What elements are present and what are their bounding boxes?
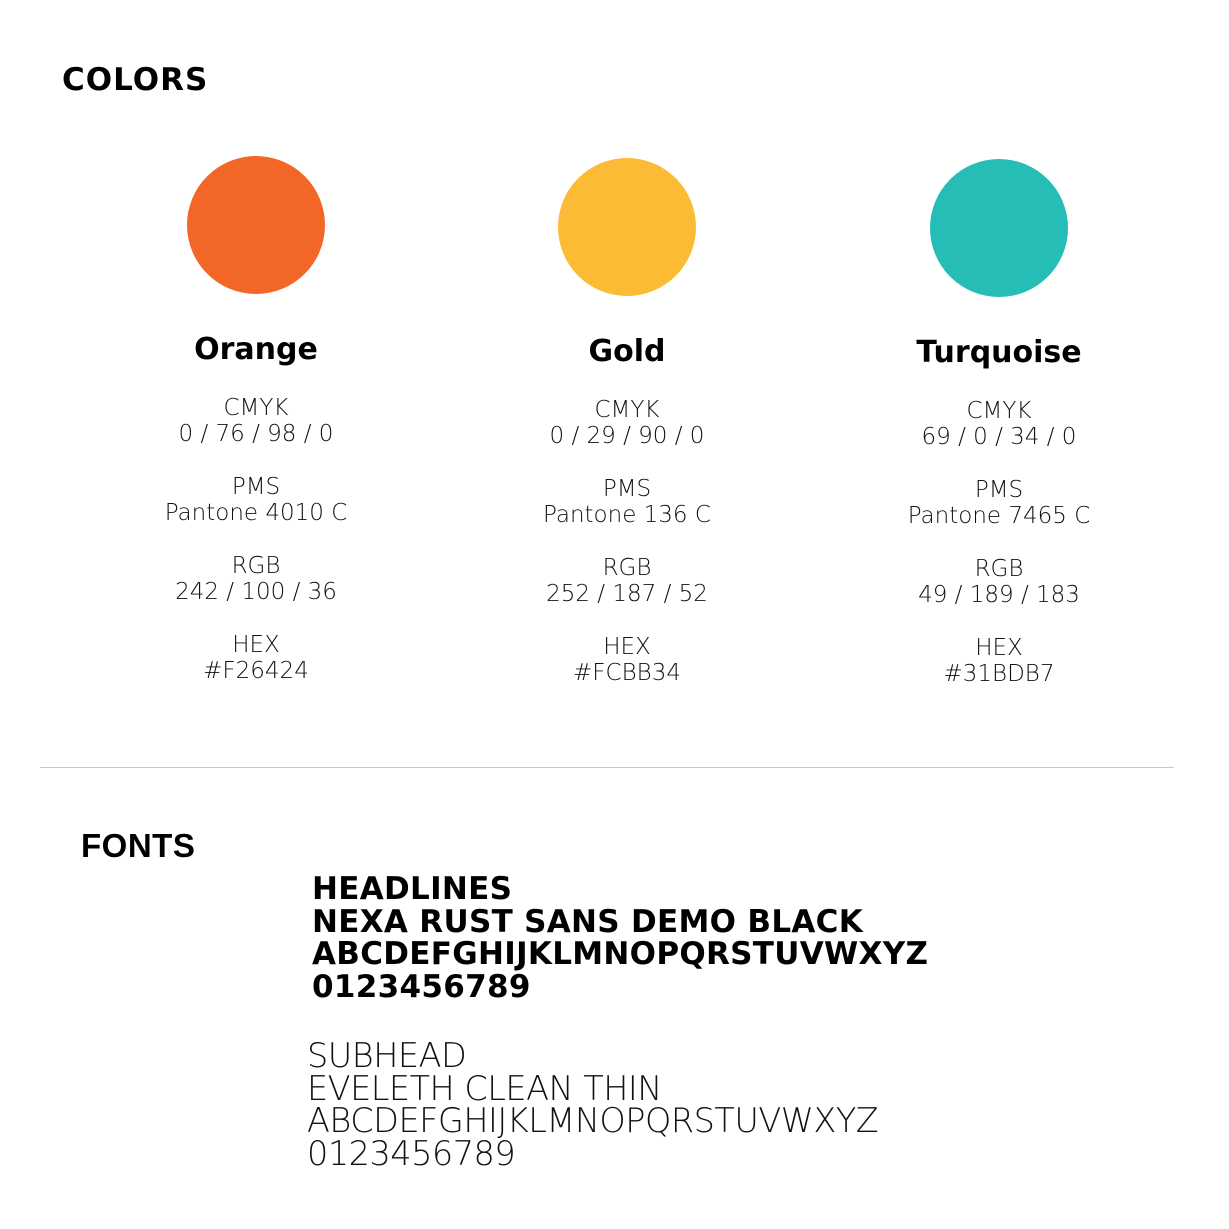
pms-spec — [106, 474, 406, 526]
hex-value: #31BDB7 — [943, 661, 1055, 687]
rgb-label: RGB — [602, 555, 652, 581]
orange-color-circle — [187, 156, 325, 294]
pms-spec — [849, 477, 1149, 529]
headline-digits: 0123456789 — [312, 968, 531, 1005]
subhead-font-specimen — [307, 1036, 879, 1173]
hex-label: HEX — [603, 634, 651, 660]
pms-label: PMS — [602, 476, 652, 502]
cmyk-value: 0 / 76 / 98 / 0 — [178, 421, 334, 447]
rgb-value: 242 / 100 / 36 — [175, 579, 337, 605]
pms-label: PMS — [974, 477, 1024, 503]
rgb-value: 49 / 189 / 183 — [918, 582, 1080, 608]
headline-font-specimen — [312, 873, 928, 1003]
hex-value: #FCBB34 — [573, 660, 681, 686]
rgb-value: 252 / 187 / 52 — [546, 581, 708, 607]
gold-color-circle — [558, 158, 696, 296]
pms-label: PMS — [231, 474, 281, 500]
subhead-alphabet: ABCDEFGHIJKLMNOPQRSTUVWXYZ — [307, 1101, 879, 1140]
cmyk-value: 0 / 29 / 90 / 0 — [549, 423, 705, 449]
pms-spec — [477, 476, 777, 528]
cmyk-label: CMYK — [966, 398, 1032, 424]
cmyk-spec — [849, 398, 1149, 450]
fonts-section-title: FONTS — [81, 827, 196, 864]
subhead-label: SUBHEAD — [307, 1036, 467, 1075]
color-swatch-gold — [477, 158, 777, 686]
rgb-spec — [477, 555, 777, 607]
color-name: Turquoise — [916, 335, 1082, 370]
hex-spec — [477, 634, 777, 686]
pms-value: Pantone 136 C — [543, 502, 711, 528]
colors-section-title: COLORS — [62, 62, 209, 98]
hex-label: HEX — [232, 632, 280, 658]
hex-value: #F26424 — [203, 658, 309, 684]
cmyk-spec — [477, 397, 777, 449]
cmyk-value: 69 / 0 / 34 / 0 — [921, 424, 1077, 450]
headline-alphabet: ABCDEFGHIJKLMNOPQRSTUVWXYZ — [312, 936, 929, 972]
rgb-spec — [849, 556, 1149, 608]
hex-label: HEX — [975, 635, 1023, 661]
rgb-spec — [106, 553, 406, 605]
rgb-label: RGB — [231, 553, 281, 579]
subhead-digits: 0123456789 — [307, 1133, 516, 1173]
color-swatch-orange — [106, 156, 406, 684]
headline-label: HEADLINES — [312, 871, 513, 907]
subhead-font-name: EVELETH CLEAN THIN — [307, 1068, 662, 1108]
color-name: Gold — [588, 334, 666, 369]
headline-font-name: NEXA RUST SANS DEMO BLACK — [312, 903, 864, 940]
hex-spec — [106, 632, 406, 684]
color-name: Orange — [194, 332, 318, 367]
hex-spec — [849, 635, 1149, 687]
turquoise-color-circle — [930, 159, 1068, 297]
pms-value: Pantone 7465 C — [907, 503, 1091, 529]
pms-value: Pantone 4010 C — [164, 500, 348, 526]
section-divider — [40, 767, 1174, 768]
cmyk-label: CMYK — [223, 395, 289, 421]
color-swatch-turquoise — [849, 159, 1149, 687]
rgb-label: RGB — [974, 556, 1024, 582]
cmyk-spec — [106, 395, 406, 447]
cmyk-label: CMYK — [594, 397, 660, 423]
